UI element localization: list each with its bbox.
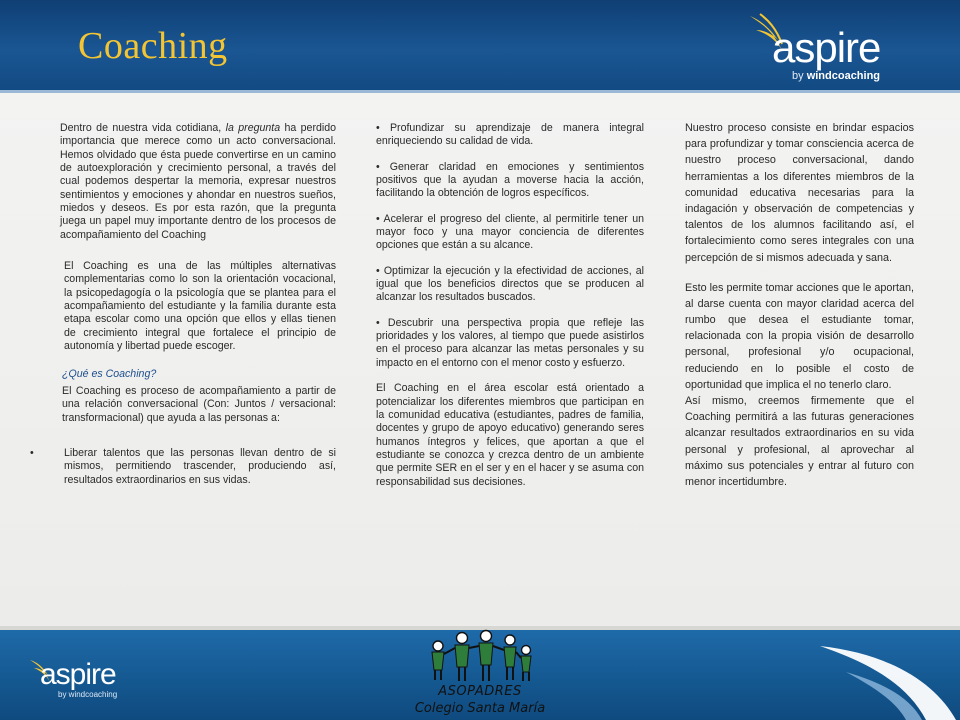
coaching-escolar-paragraph: El Coaching en el área escolar está orientado a potencializar los diferentes miembros que participan en la comunidad educativa (estudiantes, padres de familia, docentes y grupo de apoyo educativo) generando seres humanos íntegros y felices, que aportan a que el estudiante se conozca y crezca dentro de un ambiente que permite SER en el ser y en el hacer y se asuma con responsabilidad sus decisiones. bbox=[376, 382, 644, 488]
logo-sub-by: by bbox=[792, 70, 807, 82]
acciones-paragraph: Esto les permite tomar acciones que le aportan, al darse cuenta con mayor claridad acerca del rumbo que desea el estudiante tomar, relacionada con la propia visión de desarrollo personal, profesional y/o ocupacional, reduciendo en lo posible el costo de oportunidad que implica el no tenerlo claro. bbox=[685, 281, 914, 391]
question-heading: ¿Qué es Coaching? bbox=[62, 367, 157, 380]
bullet-acelerar: • Acelerar el progreso del cliente, al permitirle tener un mayor foco y una mayor conciencia de diferentes opciones que están a su alcance. bbox=[376, 212, 644, 252]
intro-emphasis: la pregunta bbox=[225, 122, 281, 134]
footer-logo-wordmark: aspire bbox=[40, 658, 116, 691]
list-item bbox=[30, 446, 336, 487]
bullet-profundizar: • Profundizar su aprendizaje de manera integral enriqueciendo su calidad de vida. bbox=[376, 122, 644, 148]
bullet-descubrir: • Descubrir una perspectiva propia que refleje las prioridades y los valores, al tiempo que puede asistirlos en el proceso para alcanzar las metas personales y su impacto en el entorno con el menor costo y esfuerzo. bbox=[376, 316, 644, 369]
bullet-marker: • bbox=[30, 446, 34, 459]
coaching-definition-paragraph: El Coaching es proceso de acompañamiento a partir de una relación conversacional (Con: Juntos / versacional: transformacional) que ayuda a las personas a: bbox=[62, 384, 336, 424]
coaching-alternatives-paragraph: El Coaching es una de las múltiples alternativas complementarias como lo son la orientación vocacional, la psicopedagogía o la psicología que se plantea para el acompañamiento del estudiante y la familia durante esta etapa escolar como una opción que ellos y ellas tienen de crecimiento integral que fortalece el principio de autonomía y libertad puede escoger. bbox=[64, 260, 336, 353]
intro-pre: Dentro de nuestra vida cotidiana, bbox=[60, 122, 226, 134]
intro-paragraph bbox=[56, 122, 336, 242]
proceso-paragraph: Nuestro proceso consiste en brindar espacios para profundizar y tomar consciencia acerca de nuestro proceso conversacional, dando herramientas a los diferentes miembros de la comunidad educativa necesarias para la indagación y observación de competencias y talentos de los alumnos facilitando así, el fortalecimiento como seres integrales con una percepción de si mismos adecuada y sana. bbox=[685, 122, 914, 264]
aspire-logo bbox=[742, 10, 942, 90]
futuro-paragraph: Así mismo, creemos firmemente que el Coaching permitirá a las futuras generaciones alcanzar resultados extraordinarios en su vida personal y profesional, al aprovechar al máximo sus potenciales y entrar al futuro con menor incertidumbre. bbox=[685, 395, 914, 488]
column-left bbox=[30, 122, 337, 487]
column-right bbox=[685, 120, 914, 490]
org-school: Colegio Santa María bbox=[414, 701, 546, 716]
logo-wordmark: aspire bbox=[772, 24, 881, 71]
bullet-generar: • Generar claridad en emociones y sentimientos positivos que la ayudan a moverse hacia la acción, facilitando la obtención de logros específicos. bbox=[376, 160, 644, 200]
intro-post: ha perdido importancia que merece como un acto conversacional. Hemos olvidado que ésta puede convertirse en un camino de autoexploración y crecimiento personal, a través del cual podemos despertar la memoria, expresar nuestros sentimientos y emociones y ahondar en nuestros sueños, miedos y deseos. Es por esta razón, que la pregunta juega un papel muy importante dentro de los procesos de acompañamiento del Coaching bbox=[60, 122, 337, 241]
logo-sub-brand: windcoaching bbox=[806, 70, 881, 82]
children-holding-hands-icon bbox=[422, 628, 538, 684]
white-wing-icon bbox=[806, 632, 960, 720]
bullet-liberar-talentos: Liberar talentos que las personas llevan dentro de si mismos, permitiendo trascender, produciendo así, resultados extraordinarios en sus vidas. bbox=[64, 446, 336, 486]
bullet-optimizar: • Optimizar la ejecución y la efectividad de acciones, al igual que los beneficios directos que se producen al alcanzar los resultados buscados. bbox=[376, 264, 644, 304]
page-title: Coaching bbox=[78, 25, 228, 67]
asopadres-label bbox=[380, 684, 580, 716]
footer-logo-subtitle: by windcoaching bbox=[58, 690, 118, 699]
logo-subtitle bbox=[792, 70, 880, 82]
column-middle bbox=[376, 122, 644, 489]
org-name: ASOPADRES bbox=[438, 684, 522, 699]
